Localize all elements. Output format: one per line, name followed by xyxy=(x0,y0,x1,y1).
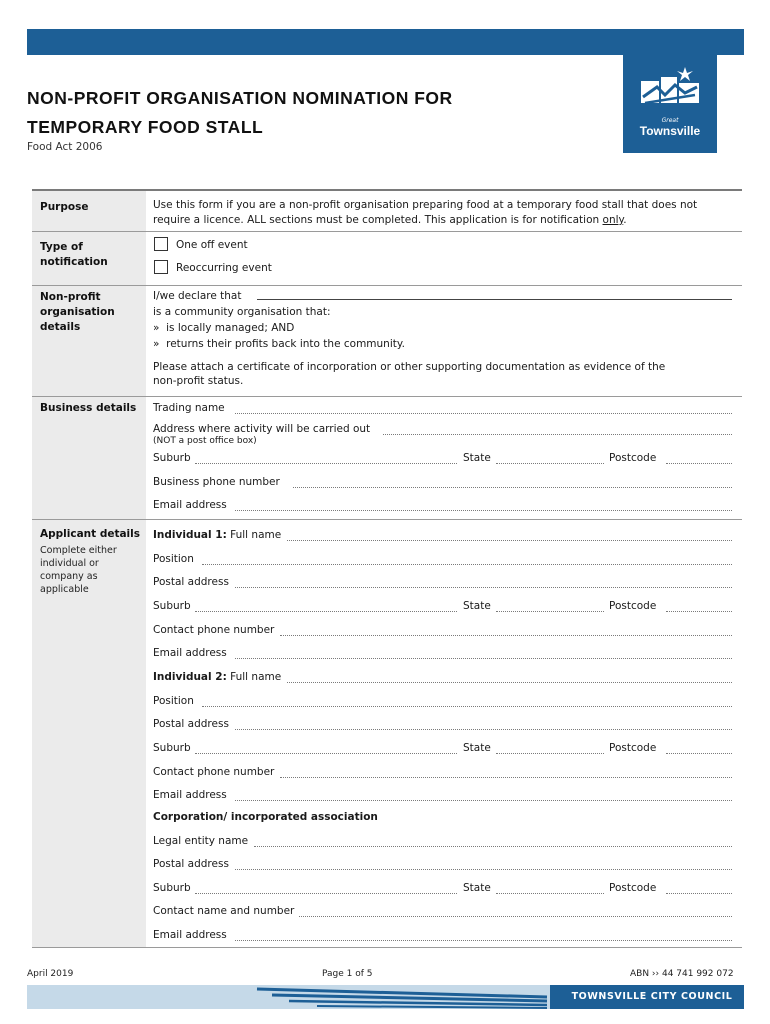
business-phone-label: Business phone number xyxy=(153,476,280,488)
individual1-position-field[interactable] xyxy=(202,564,732,565)
corporation-postal-field[interactable] xyxy=(235,869,732,870)
divider xyxy=(32,396,742,397)
individual1-postcode-label: Postcode xyxy=(609,600,657,612)
bullet-2: » returns their profits back into the community. xyxy=(153,338,405,350)
individual1-email-label: Email address xyxy=(153,647,227,659)
notification-type-label: Type of notification xyxy=(40,241,108,268)
individual2-email-field[interactable] xyxy=(235,800,732,801)
activity-address-note: (NOT a post office box) xyxy=(153,436,257,446)
applicant-details-label: Applicant details xyxy=(40,528,141,540)
legal-entity-field[interactable] xyxy=(254,846,732,847)
trading-name-field[interactable] xyxy=(235,413,732,414)
declare-text: I/we declare that xyxy=(153,290,242,302)
divider xyxy=(32,947,742,948)
individual2-email-label: Email address xyxy=(153,789,227,801)
contact-name-number-label: Contact name and number xyxy=(153,905,295,917)
individual2-postal-field[interactable] xyxy=(235,729,732,730)
footer-abn: ABN ›› 44 741 992 072 xyxy=(630,969,734,979)
individual2-suburb-field[interactable] xyxy=(195,753,457,754)
corporation-suburb-label: Suburb xyxy=(153,882,191,894)
individual1-suburb-label: Suburb xyxy=(153,600,191,612)
business-state-field[interactable] xyxy=(496,463,604,464)
corporation-suburb-field[interactable] xyxy=(195,893,457,894)
corporation-postal-label: Postal address xyxy=(153,858,229,870)
applicant-details-note: Complete either individual or company as applicable xyxy=(40,545,117,595)
corporation-postcode-label: Postcode xyxy=(609,882,657,894)
individual2-postcode-field[interactable] xyxy=(666,753,732,754)
individual1-phone-label: Contact phone number xyxy=(153,624,275,636)
logo-tagline: Great xyxy=(661,117,679,124)
corporation-email-field[interactable] xyxy=(235,940,732,941)
community-org-text: is a community organisation that: xyxy=(153,306,331,318)
individual1-postal-label: Postal address xyxy=(153,576,229,588)
individual2-position-label: Position xyxy=(153,695,194,707)
individual1-state-field[interactable] xyxy=(496,611,604,612)
corporation-heading: Corporation/ incorporated association xyxy=(153,811,378,823)
footer-page-number: Page 1 of 5 xyxy=(322,969,373,979)
individual1-position-label: Position xyxy=(153,553,194,565)
legal-entity-label: Legal entity name xyxy=(153,835,249,847)
individual2-suburb-label: Suburb xyxy=(153,742,191,754)
attach-text-line2: non-profit status. xyxy=(153,375,244,387)
business-postcode-field[interactable] xyxy=(666,463,732,464)
reoccurring-event-label: Reoccurring event xyxy=(176,262,272,274)
activity-address-field[interactable] xyxy=(383,434,732,435)
divider xyxy=(32,231,742,232)
one-off-event-checkbox[interactable] xyxy=(154,237,168,251)
purpose-text-line1: Use this form if you are a non-profit organisation preparing food at a temporary food stall that does not xyxy=(153,199,698,211)
business-email-field[interactable] xyxy=(235,510,732,511)
divider xyxy=(32,285,742,286)
trading-name-label: Trading name xyxy=(153,402,225,414)
individual2-full-name-field[interactable] xyxy=(287,682,732,683)
individual2-postal-label: Postal address xyxy=(153,718,229,730)
individual2-position-field[interactable] xyxy=(202,706,732,707)
organisation-name-field[interactable] xyxy=(257,299,732,300)
reoccurring-event-checkbox[interactable] xyxy=(154,260,168,274)
page-subtitle: Food Act 2006 xyxy=(27,141,103,153)
page-title-line1: NON-PROFIT ORGANISATION NOMINATION FOR xyxy=(27,88,453,108)
logo-name: Townsville xyxy=(639,124,701,138)
header-bar xyxy=(27,29,744,55)
individual1-phone-field[interactable] xyxy=(280,635,732,636)
business-state-label: State xyxy=(463,452,491,464)
individual1-postal-field[interactable] xyxy=(235,587,732,588)
individual1-email-field[interactable] xyxy=(235,658,732,659)
business-phone-field[interactable] xyxy=(293,487,732,488)
individual1-postcode-field[interactable] xyxy=(666,611,732,612)
nomination-form xyxy=(32,189,742,948)
contact-name-number-field[interactable] xyxy=(299,916,732,917)
individual1-state-label: State xyxy=(463,600,491,612)
divider xyxy=(32,189,742,191)
one-off-event-label: One off event xyxy=(176,239,248,251)
townsville-logo xyxy=(623,55,717,153)
divider xyxy=(32,519,742,520)
business-suburb-label: Suburb xyxy=(153,452,191,464)
individual2-state-label: State xyxy=(463,742,491,754)
corporation-state-label: State xyxy=(463,882,491,894)
business-email-label: Email address xyxy=(153,499,227,511)
individual2-phone-field[interactable] xyxy=(280,777,732,778)
council-name: TOWNSVILLE CITY COUNCIL xyxy=(571,991,733,1002)
purpose-text-line2: require a licence. ALL sections must be completed. This application is for notification only. xyxy=(153,214,627,226)
business-details-label: Business details xyxy=(40,402,137,414)
bullet-1: » is locally managed; AND xyxy=(153,322,295,334)
business-suburb-field[interactable] xyxy=(195,463,457,464)
page-title-line2: TEMPORARY FOOD STALL xyxy=(27,117,264,137)
footer-date: April 2019 xyxy=(27,969,74,979)
townsville-logo-mark-icon xyxy=(635,67,705,117)
individual1-suburb-field[interactable] xyxy=(195,611,457,612)
corporation-state-field[interactable] xyxy=(496,893,604,894)
individual1-full-name-field[interactable] xyxy=(287,540,732,541)
activity-address-label: Address where activity will be carried out xyxy=(153,423,371,435)
corporation-email-label: Email address xyxy=(153,929,227,941)
individual2-phone-label: Contact phone number xyxy=(153,766,275,778)
attach-text-line1: Please attach a certificate of incorporation or other supporting documentation as evidence of the xyxy=(153,361,666,373)
individual2-postcode-label: Postcode xyxy=(609,742,657,754)
nonprofit-details-label: Non-profit organisation details xyxy=(40,291,115,333)
individual1-full-name-label: Individual 1: Full name xyxy=(153,529,282,541)
business-postcode-label: Postcode xyxy=(609,452,657,464)
individual2-full-name-label: Individual 2: Full name xyxy=(153,671,282,683)
corporation-postcode-field[interactable] xyxy=(666,893,732,894)
purpose-label: Purpose xyxy=(40,201,89,213)
individual2-state-field[interactable] xyxy=(496,753,604,754)
